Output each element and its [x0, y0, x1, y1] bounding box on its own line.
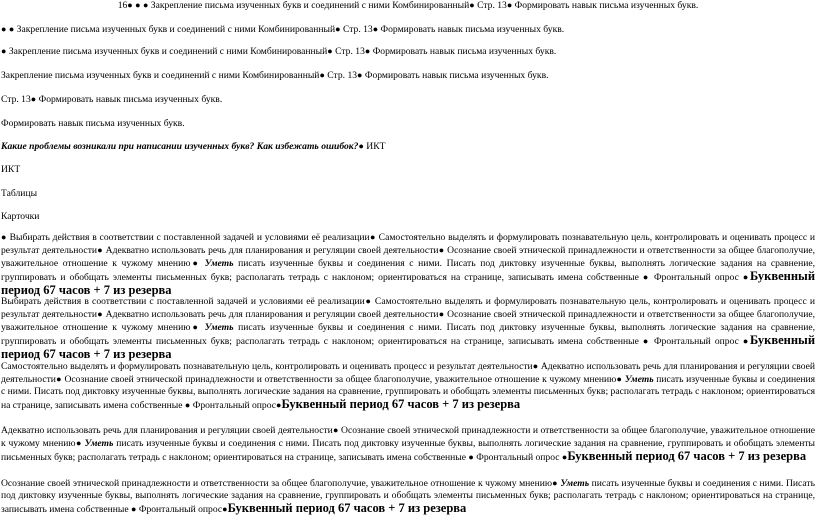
outcomes-paragraph-4: Адекватно использовать речь для планирования и регуляции своей деятельности● Осознание своей этнической принадлежности и ответственности за общее благополучие, уважительное отношение к чужому мнению● Уметь писать изученные буквы и соединения с ними. Писать под диктовку изученные буквы, выполнять логические задания на сравнение, группировать и обобщать элементы письменных букв; располагать тетрадь с наклоном; ориентироваться на странице, записывать имена собственные ● Фронтальный опрос ●Буквенный период 67 часов + 7 из резерва: [1, 425, 816, 463]
lesson-row-2: ● ● Закрепление письма изученных букв и соединений с ними Комбинированный● Стр. 13● Формировать навык письма изученных букв.: [1, 24, 565, 35]
lesson-row-4: Закрепление письма изученных букв и соединений с ними Комбинированный● Стр. 13● Формировать навык письма изученных букв.: [1, 70, 549, 81]
tool-row-tables: Таблицы: [1, 188, 38, 199]
outcomes-paragraph-3: Самостоятельно выделять и формулировать познавательную цель, контролировать и оценивать процесс и результат деятельности● Адекватно использовать речь для планирования и регуляции своей деятельности● Осознание своей этнической принадлежности и ответственности за общее благополучие, уважительное отношение к чужому мнению● Уметь писать изученные буквы и соединения с ними. Писать под диктовку изученные буквы, выполнять логические задания на сравнение, группировать и обобщать элементы письменных букв; располагать тетрадь с наклоном; ориентироваться на странице, записывать имена собственные ● Фронтальный опрос●Буквенный период 67 часов + 7 из резерва: [1, 361, 816, 411]
outcomes-paragraph-5: Осознание своей этнической принадлежности и ответственности за общее благополучие, уважительное отношение к чужому мнению● Уметь писать изученные буквы и соединения с ними. Писать под диктовку изученные буквы, выполнять логические задания на сравнение, группировать и обобщать элементы письменных букв; располагать тетрадь с наклоном; ориентироваться на странице, записывать имена собственные ● Фронтальный опрос●Буквенный период 67 часов + 7 из резерва: [1, 478, 816, 515]
lesson-row-16: 16● ● ● Закрепление письма изученных букв и соединений с ними Комбинированный● Стр. 13● Формировать навык письма изученных букв.: [117, 0, 699, 11]
lesson-row-3: ● Закрепление письма изученных букв и соединений с ними Комбинированный● Стр. 13● Формировать навык письма изученных букв.: [1, 46, 557, 57]
problem-question: Какие проблемы возникали при написании изученных букв? Как избежать ошибок?: [1, 141, 359, 152]
lesson-goal: Формировать навык письма изученных букв.: [378, 24, 565, 35]
skill-keyword: Уметь: [200, 258, 234, 269]
skill-keyword: Уметь: [81, 438, 114, 449]
lesson-goal: Формировать навык письма изученных букв.: [512, 0, 699, 11]
textbook-page: Стр. 13: [324, 70, 358, 81]
lesson-row-5: Стр. 13● Формировать навык письма изученных букв.: [1, 94, 223, 105]
period-heading: Буквенный период 67 часов + 7 из резерва: [567, 449, 807, 463]
lesson-row-6: [0, 118, 816, 129]
outcomes-paragraph-2: Выбирать действия в соответствии с поставленной задачей и условиями её реализации● Самостоятельно выделять и формулировать познавательную цель, контролировать и оценивать процесс и результат деятельности● Адекватно использовать речь для планирования и регуляции своей деятельности● Осознание своей этнической принадлежности и ответственности за общее благополучие, уважительное отношение к чужому мнению● Уметь писать изученные буквы и соединения с ними. Писать под диктовку изученные буквы, выполнять логические задания на сравнение, группировать и обобщать элементы письменных букв; располагать тетрадь с наклоном; ориентироваться на странице, записывать имена собственные ● Фронтальный опрос ●Буквенный период 67 часов + 7 из резерва: [1, 296, 816, 361]
skill-keyword: Уметь: [622, 374, 654, 385]
period-heading: Буквенный период 67 часов + 7 из резерва: [1, 333, 816, 361]
period-heading: Буквенный период 67 часов + 7 из резерва: [227, 501, 467, 515]
tool-row-cards: Карточки: [1, 211, 40, 222]
lesson-goal: Формировать навык письма изученных букв.: [1, 118, 185, 129]
textbook-page: Стр. 13: [474, 0, 507, 11]
outcomes-paragraph-1: ● Выбирать действия в соответствии с поставленной задачей и условиями её реализации● Самостоятельно выделять и формулировать познавательную цель, контролировать и оценивать процесс и результат деятельности● Адекватно использовать речь для планирования и регуляции своей деятельности● Осознание своей этнической принадлежности и ответственности за общее благополучие, уважительное отношение к чужому мнению● Уметь писать изученные буквы и соединения с ними. Писать под диктовку изученные буквы, выполнять логические задания на сравнение, группировать и обобщать элементы письменных букв; располагать тетрадь с наклоном; ориентироваться на странице, записывать имена собственные ● Фронтальный опрос ●Буквенный период 67 часов + 7 из резерва: [1, 232, 816, 297]
tool-row-ikt: ИКТ: [1, 164, 21, 175]
skill-keyword: Уметь: [200, 322, 234, 333]
lesson-number: 16: [117, 0, 128, 11]
lesson-goal: Формировать навык письма изученных букв.: [362, 70, 549, 81]
period-heading: Буквенный период 67 часов + 7 из резерва: [1, 269, 816, 297]
lesson-topic: Закрепление письма изученных букв и соединений с ними Комбинированный: [14, 24, 336, 35]
lesson-topic: Закрепление письма изученных букв и соединений с ними Комбинированный: [1, 70, 320, 81]
skill-keyword: Уметь: [557, 478, 590, 489]
lesson-goal: Формировать навык письма изученных букв.: [36, 94, 223, 105]
textbook-page: Стр. 13: [1, 94, 31, 105]
lesson-topic: Закрепление письма изученных букв и соединений с ними Комбинированный: [6, 46, 328, 57]
question-row: Какие проблемы возникали при написании изученных букв? Как избежать ошибок?● ИКТ: [1, 141, 386, 152]
textbook-page: Стр. 13: [340, 24, 373, 35]
lesson-goal: Формировать навык письма изученных букв.: [370, 46, 557, 57]
period-heading: Буквенный период 67 часов + 7 из резерва: [281, 397, 521, 411]
textbook-page: Стр. 13: [332, 46, 365, 57]
lesson-topic: Закрепление письма изученных букв и соединений с ними Комбинированный: [148, 0, 470, 11]
tool-label: ИКТ: [363, 141, 386, 152]
